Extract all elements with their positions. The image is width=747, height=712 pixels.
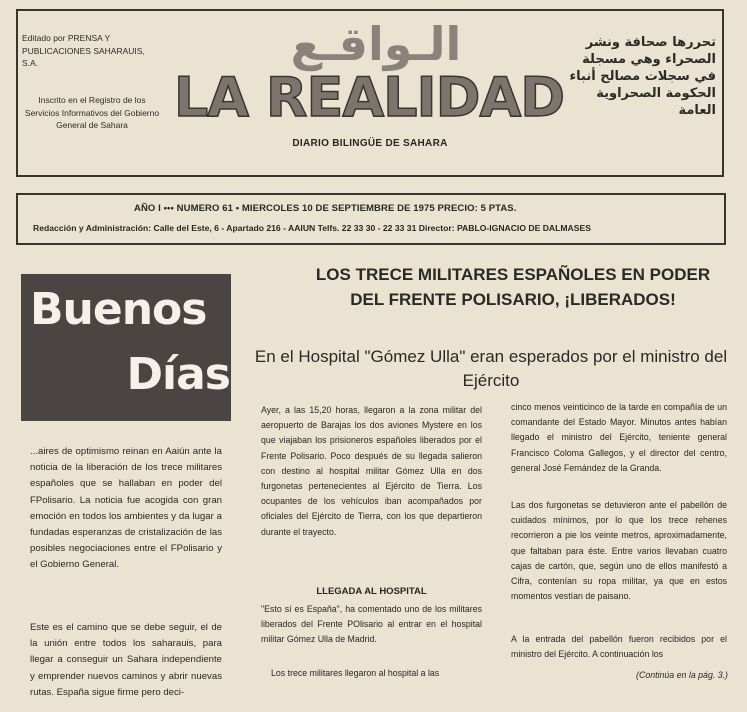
editorial-address: Redacción y Administración: Calle del Este, 6 - Apartado 216 - AAIUN Telfs. 22 33 30 - 22 33 31 Director: PABLO-IGNACIO DE DALMASES (33, 223, 591, 233)
buenos-dias-word2: Días (126, 349, 230, 400)
article-col1-paragraph-2: "Esto sí es España", ha comentado uno de los militares liberados del Frente POlisario al entrar en el hospital militar Gómez Ulla de Madrid. (261, 604, 482, 645)
issue-info-bar (16, 193, 726, 245)
section-heading: LLEGADA AL HOSPITAL (316, 586, 427, 597)
arabic-title: الـواقـع (290, 17, 462, 71)
registry-note: Inscrito en el Registro de los Servicios Informativos del Gobierno General de Sahara (24, 95, 160, 130)
article-subheadline: En el Hospital "Gómez Ulla" eran esperados por el ministro del Ejército (254, 347, 728, 390)
article-col2-paragraph-3: A la entrada del pabellón fueron recibidos por el ministro del Ejército. A continuación los (511, 634, 727, 660)
article-col1-paragraph-3: Los trece militares llegaron al hospital a las (271, 668, 440, 678)
buenos-dias-word1: Buenos (30, 284, 207, 335)
article-col2-paragraph-2: Las dos furgonetas se detuvieron ante el pabellón de cuidados mínimos, por lo que los trece rehenes recorrieron a pie los veinte metros, aproximadamente, que faltaban para éste. Entre varios llevaban cuatro cajas de cartón, que, según uno de ellos manifestó a Cifra, contenían su ropa militar, ya que en estos momentos vestían de paisano. (511, 500, 727, 602)
publisher-note: Editado por PRENSA Y PUBLICACIONES SAHARAUIS, S.A. (22, 33, 145, 68)
arabic-tagline: تحررها صحافة ونشر الصحراء وهي مسجلة في سجلات مصالح أنباء الحكومة الصحراوية العامة (569, 35, 716, 118)
article-headline: LOS TRECE MILITARES ESPAÑOLES EN PODER DEL FRENTE POLISARIO, ¡LIBERADOS! (315, 265, 711, 309)
buenos-dias-paragraph-2: Este es el camino que se debe seguir, el de la unión entre todos los saharauis, para llegar a conseguir un Sahara independiente y emprender nuevos caminos y abrir nuevas rutas. España sigue firme pero deci- (30, 622, 222, 698)
continued-on-page-note[interactable]: (Continúa en la pág. 3.) (636, 670, 728, 680)
newspaper-title: LA REALIDAD (173, 66, 565, 129)
article-col2-paragraph-1: cinco menos veinticinco de la tarde en compañía de un comandante del Estado Mayor. Minutos antes habían llegado el ministro del Ejército, teniente general Francisco Coloma Gallegos, y el director del centro, general José Fernández de la Granda. (511, 402, 727, 473)
buenos-dias-paragraph-1: ...aires de optimismo reinan en Aaiún ante la noticia de la liberación de los trece militares españoles que se hallaban en poder del FPolisario. La noticia fue acogida con gran emoción en todos los ambientes y da lugar a fundadas esperanzas de cristalización de las posibles negociaciones entre el FPolisario y el Gobierno General. (30, 446, 222, 571)
newspaper-subtitle: DIARIO BILINGÜE DE SAHARA (292, 138, 448, 149)
issue-details: AÑO I ••• NUMERO 61 • MIERCOLES 10 DE SEPTIEMBRE DE 1975 PRECIO: 5 PTAS. (134, 203, 517, 214)
article-col1-paragraph-1: Ayer, a las 15,20 horas, llegaron a la zona militar del aeropuerto de Barajas los dos aviones Mystere en los que viajaban los prisioneros españoles liberados por el Frente Polisario. Poco después de su llegada salieron con destino al hospital militar Gómez Ulla en dos furgonetas pertenecientes al Ejército de Tierra. Los ocupantes de los vehículos iban acompañados por oficiales del Ejército de Tierra, con los que departieron durante el trayecto. (261, 405, 482, 537)
